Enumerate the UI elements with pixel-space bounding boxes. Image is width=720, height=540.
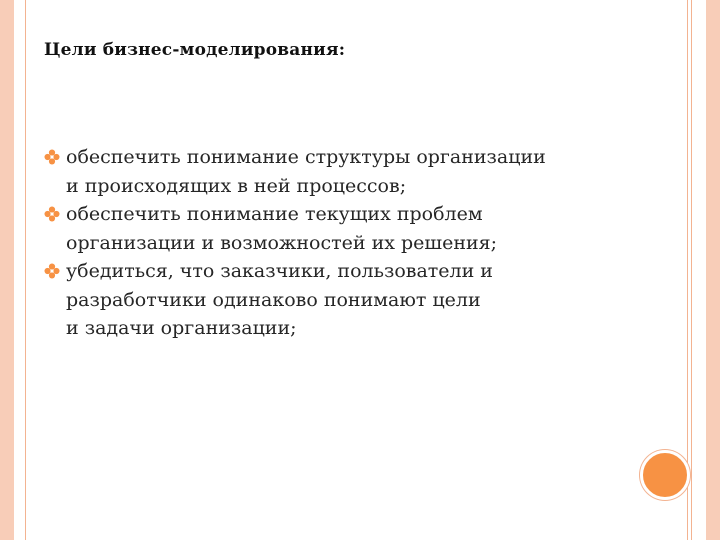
bullet-line: организации и возможностей их решения;	[66, 231, 498, 254]
flower-bullet-icon	[44, 149, 60, 165]
right-frame-line	[691, 0, 692, 540]
bullet-line: разработчики одинаково понимают цели	[66, 288, 481, 311]
slide-title: Цели бизнес-моделирования:	[44, 40, 346, 60]
bullet-item	[44, 257, 644, 343]
bullet-list	[44, 143, 644, 343]
right-decor-band	[706, 0, 720, 540]
left-frame-line	[25, 0, 26, 540]
right-frame-line	[687, 0, 688, 540]
bullet-line: обеспечить понимание текущих проблем	[66, 203, 483, 225]
bullet-item	[44, 200, 644, 257]
accent-circle	[640, 450, 690, 500]
bullet-item	[44, 143, 644, 200]
left-decor-band	[0, 0, 14, 540]
bullet-line: обеспечить понимание структуры организации	[66, 146, 546, 168]
flower-bullet-icon	[44, 206, 60, 222]
bullet-line: убедиться, что заказчики, пользователи и	[66, 260, 493, 282]
bullet-line: и происходящих в ней процессов;	[66, 174, 407, 197]
flower-bullet-icon	[44, 263, 60, 279]
bullet-line: и задачи организации;	[66, 317, 297, 339]
